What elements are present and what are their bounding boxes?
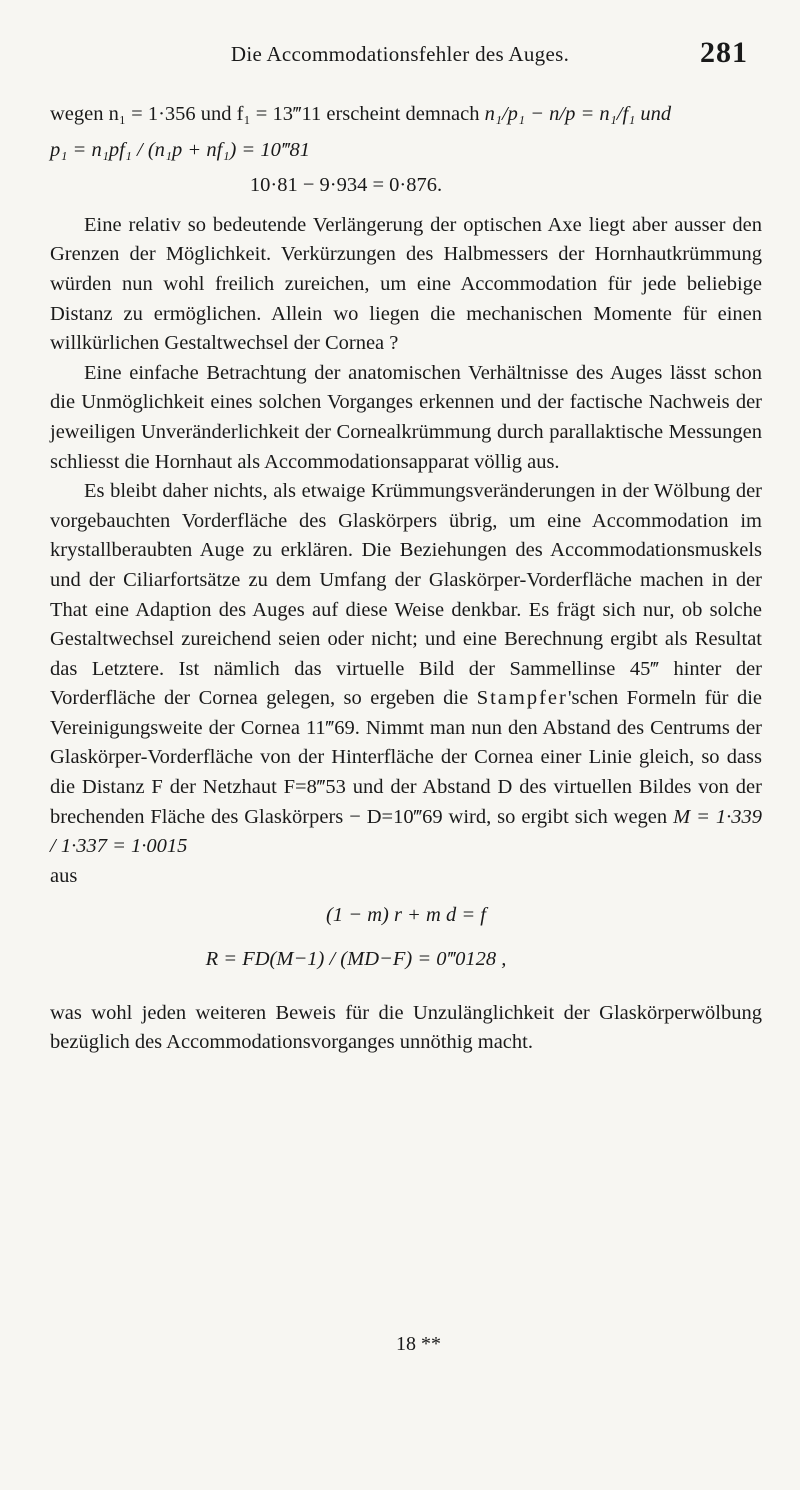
page-number: 281 [700,36,748,69]
formula-intro [50,100,762,130]
paragraph-4: was wohl jeden weiteren Beweis für die Unzulänglichkeit der Glaskörperwölbung bezüglich des Accommodationsvorganges unnöthig macht. [50,1001,762,1054]
paragraph-3-part-a: Es bleibt daher nichts, als etwaige Krümmungsveränderungen in der Wölbung der vorgebauchten Vorderfläche des Glaskörpers übrig, um eine Accommodation im krystallberaubten Auge zu erklären. Die Beziehungen des Accommodationsmuskels und der Ciliarfortsätze zu dem Umfang der Glaskörper-Vorderfläche machen in der That eine Adaption des Auges auf diese Weise denkbar. Es frägt sich nur, ob solche Gestaltwechsel zureichend seien oder nicht; und eine Berechnung ergibt als Resultat das Letztere. Ist nämlich das virtuelle Bild der Sammellinse 45‴ hinter der Vorderfläche der Cornea gelegen, so ergeben die [50,480,762,710]
aus-word: aus [50,864,78,887]
page-body [50,100,762,1058]
author-name: Stampfer [476,687,568,710]
paragraph-3-part-b: 'schen Formeln für die Vereinigungsweite der Cornea 11‴69. Nimmt man nun den Abstand des Centrums der Glaskörper-Vorderfläche von der Hinterfläche der Cornea einer Linie gleich, so dass die Distanz F der Netzhaut F=8‴53 und der Abstand D des virtuellen Bildes von der brechenden Fläche des Glaskörpers − D=10‴69 wird, so ergibt sich wegen [50,687,763,828]
formula-M: M = 1·339 / 1·337 = 1·0015 [50,805,762,858]
paragraph-3 [50,477,762,862]
formula-lens: (1 − m) r + m d = f [326,904,486,927]
formula-R: R = FD(M−1) / (MD−F) = 0‴0128 , [205,948,507,971]
page-header [0,36,800,86]
formula-p1: p₁ = n₁pf₁ / (n₁p + nf₁) = 10‴81 [50,138,310,161]
paragraph-1: Eine relativ so bedeutende Verlängerung der optischen Axe liegt aber ausser den Grenzen der Möglichkeit. Verkürzungen des Halbmessers der Hornhautkrümmung würden nun wohl freilich zureichen, um eine Accommodation für jede beliebige Distanz zu ermöglichen. Allein wo liegen die mechanischen Momente für einen willkürlichen Gestaltwechsel der Cornea ? [50,213,762,355]
running-title: Die Accommodationsfehler des Auges. [230,42,570,66]
signature-mark: 18 ** [396,1333,441,1355]
intro-text: wegen n₁ = 1·356 und f₁ = 13‴11 erscheint demnach [50,103,480,125]
paragraph-2: Eine einfache Betrachtung der anatomischen Verhältnisse des Auges lässt schon die Unmöglichkeit eines solchen Vorganges erkennen und der factische Nachweis der jeweiligen Unveränderlichkeit der Cornealkrümmung durch parallaktische Messungen schliesst die Hornhaut als Accommodationsapparat völlig aus. [50,361,762,473]
formula-diff: 10·81 − 9·934 = 0·876. [249,174,443,197]
ratio-formula: n₁/p₁ − n/p = n₁/f₁ und [484,103,672,125]
